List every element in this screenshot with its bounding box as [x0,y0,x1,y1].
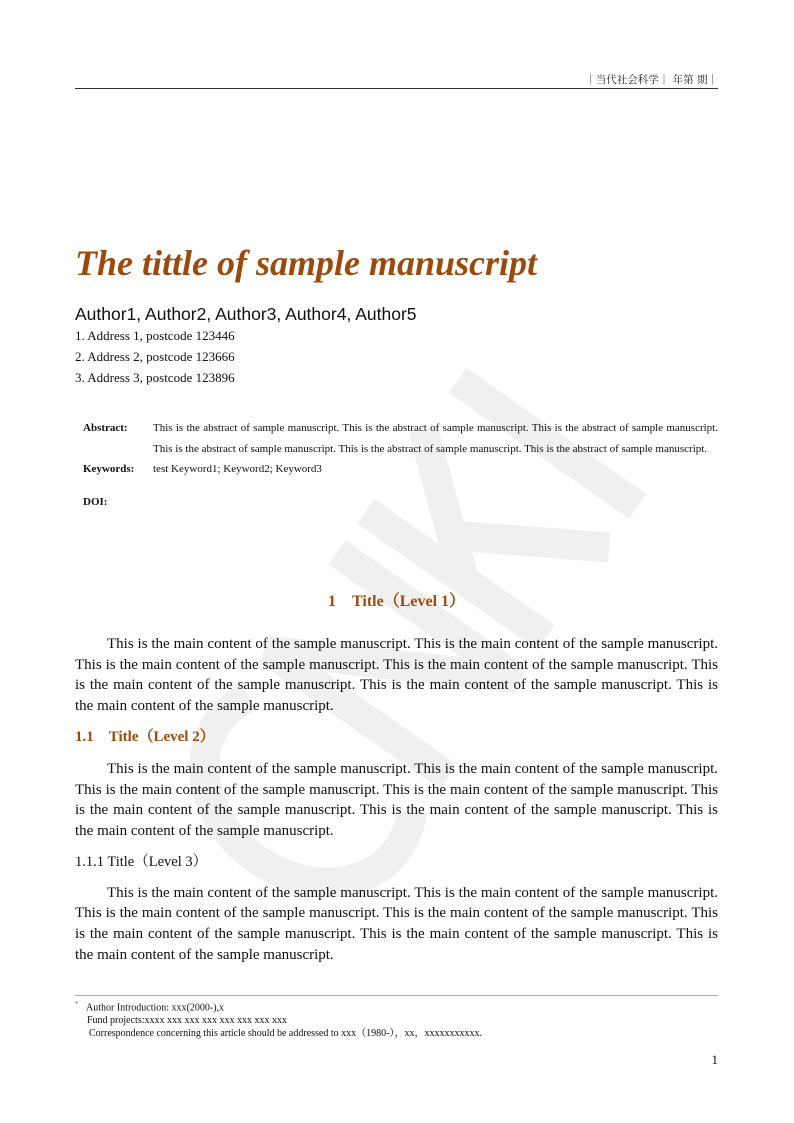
footnote [75,995,718,1040]
address-2: 2. Address 2, postcode 123666 [75,349,235,364]
journal-issue: ｜当代社会科学｜ 年第 期｜ [585,74,718,86]
page-number: 1 [711,1052,718,1067]
keywords-text: test Keyword1; Keyword2; Keyword3 [153,463,322,475]
heading-level-1: 1 Title（Level 1） [327,593,466,610]
doi-label: DOI: [83,495,108,508]
heading-level-3: 1.1.1 Title（Level 3） [75,853,208,870]
paragraph: This is the main content of the sample manuscript. This is the main content of the sample manuscript. This is the main content of the sample manuscript. This is the main content of the sample manuscript. This is the main content of the sample manuscript. This is the main content of the sample manuscript. This is the main content of the sample manuscript. [75,760,718,839]
paper-title: The tittle of sample manuscript [75,243,538,283]
abstract-text: This is the abstract of sample manuscript. This is the abstract of sample manuscript. This is the abstract of sample manuscript. This is the abstract of sample manuscript. This is the abstract of sample manuscript. This is the abstract of sample manuscript. [153,422,718,455]
heading-level-2: 1.1 Title（Level 2） [75,728,215,745]
author-introduction: Author Introduction: xxx(2000-),x [86,1002,225,1014]
abstract-label: Abstract: [83,422,128,434]
keywords-label: Keywords: [83,463,135,475]
address-3: 3. Address 3, postcode 123896 [75,370,235,385]
running-header [75,72,718,89]
correspondence: Correspondence concerning this article should be addressed to xxx（1980-），xx，xxxxxxxxxxx. [89,1028,482,1040]
paragraph: This is the main content of the sample manuscript. This is the main content of the sample manuscript. This is the main content of the sample manuscript. This is the main content of the sample manuscript. This is the main content of the sample manuscript. This is the main content of the sample manuscript. This is the main content of the sample manuscript. [75,636,718,715]
address-1: 1. Address 1, postcode 123446 [75,328,235,343]
author-list: Author1, Author2, Author3, Author4, Author5 [75,304,417,324]
footnote-marker: * [75,1000,79,1008]
front-matter [75,240,718,512]
fund-projects: Fund projects:xxxx xxx xxx xxx xxx xxx xxx xxx [87,1015,287,1027]
abstract-block [83,418,718,512]
main-body [75,591,718,965]
paragraph: This is the main content of the sample manuscript. This is the main content of the sample manuscript. This is the main content of the sample manuscript. This is the main content of the sample manuscript. This is the main content of the sample manuscript. This is the main content of the sample manuscript. This is the main content of the sample manuscript. [75,884,718,963]
